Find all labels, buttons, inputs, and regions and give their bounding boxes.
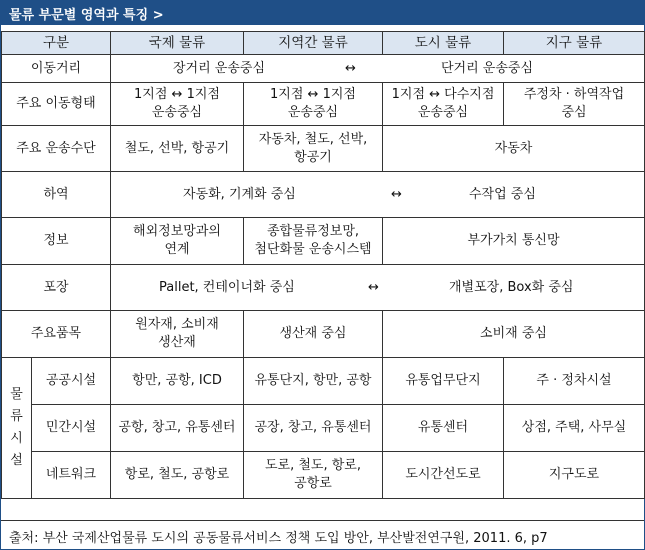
network-urban: 도시간선도로 <box>383 452 504 499</box>
movement-international: 1지점 ↔ 1지점 운송중심 <box>111 83 244 126</box>
double-arrow-icon: ↔ <box>391 186 402 202</box>
network-interregional: 도로, 철도, 항로, 공항로 <box>244 452 383 499</box>
logistics-table <box>1 31 645 499</box>
table-title: 물류 부문별 영역과 특징 > <box>9 8 164 23</box>
means-international: 철도, 선박, 항공기 <box>111 126 244 172</box>
public-international: 항만, 공항, ICD <box>111 358 244 405</box>
title-bar <box>1 1 644 25</box>
row-label-items: 주요품목 <box>2 311 111 358</box>
items-urban-district: 소비재 중심 <box>383 311 645 358</box>
private-urban: 유통센터 <box>383 405 504 452</box>
distance-right: 단거리 운송중심 <box>441 60 534 76</box>
row-label-public: 공공시설 <box>32 358 111 405</box>
table-row <box>2 452 645 499</box>
header-international: 국제 물류 <box>111 32 244 55</box>
packaging-cell <box>111 265 645 311</box>
header-interregional: 지역간 물류 <box>244 32 383 55</box>
header-category: 구분 <box>2 32 111 55</box>
table-row <box>2 311 645 358</box>
header-row <box>2 32 645 55</box>
private-interregional: 공장, 창고, 유통센터 <box>244 405 383 452</box>
table-row <box>2 405 645 452</box>
packaging-left: Pallet, 컨테이너화 중심 <box>159 279 295 295</box>
handling-right: 수작업 중심 <box>469 186 536 202</box>
network-international: 항로, 철도, 공항로 <box>111 452 244 499</box>
row-label-handling: 하역 <box>2 172 111 218</box>
public-urban: 유통업무단지 <box>383 358 504 405</box>
movement-interregional: 1지점 ↔ 1지점 운송중심 <box>244 83 383 126</box>
info-urban-district: 부가가치 통신망 <box>383 218 645 265</box>
network-district: 지구도로 <box>504 452 645 499</box>
double-arrow-icon: ↔ <box>345 60 356 76</box>
header-district: 지구 물류 <box>504 32 645 55</box>
movement-district: 주정차 · 하역작업 중심 <box>504 83 645 126</box>
handling-left: 자동화, 기계화 중심 <box>183 186 296 202</box>
private-district: 상점, 주택, 사무실 <box>504 405 645 452</box>
table-row <box>2 55 645 83</box>
handling-cell <box>111 172 645 218</box>
row-label-distance: 이동거리 <box>2 55 111 83</box>
table-row <box>2 83 645 126</box>
private-international: 공항, 창고, 유통센터 <box>111 405 244 452</box>
table-row <box>2 358 645 405</box>
row-label-packaging: 포장 <box>2 265 111 311</box>
header-urban: 도시 물류 <box>383 32 504 55</box>
table-row <box>2 126 645 172</box>
table-row <box>2 172 645 218</box>
info-international: 해외정보망과의 연계 <box>111 218 244 265</box>
table-row <box>2 218 645 265</box>
public-interregional: 유통단지, 항만, 공항 <box>244 358 383 405</box>
public-district: 주 · 정차시설 <box>504 358 645 405</box>
distance-left: 장거리 운송중심 <box>173 60 266 76</box>
table-row <box>2 265 645 311</box>
means-interregional: 자동차, 철도, 선박, 항공기 <box>244 126 383 172</box>
items-international: 원자재, 소비재 생산재 <box>111 311 244 358</box>
row-label-private: 민간시설 <box>32 405 111 452</box>
info-interregional: 종합물류정보망, 첨단화물 운송시스템 <box>244 218 383 265</box>
row-label-info: 정보 <box>2 218 111 265</box>
row-label-means: 주요 운송수단 <box>2 126 111 172</box>
double-arrow-icon: ↔ <box>368 279 379 295</box>
row-label-movement: 주요 이동형태 <box>2 83 111 126</box>
means-urban-district: 자동차 <box>383 126 645 172</box>
row-label-network: 네트워크 <box>32 452 111 499</box>
chevron-right-icon: > <box>152 8 164 23</box>
facilities-group-label: 물 류 시 설 <box>2 358 32 499</box>
items-interregional: 생산재 중심 <box>244 311 383 358</box>
source-note: 출처: 부산 국제산업물류 도시의 공동물류서비스 정책 도입 방안, 부산발전연구원, 2011. 6, p7 <box>9 531 548 546</box>
packaging-right: 개별포장, Box화 중심 <box>449 279 574 295</box>
distance-cell <box>111 55 645 83</box>
movement-urban: 1지점 ↔ 다수지점 운송중심 <box>383 83 504 126</box>
source-footer <box>1 520 644 550</box>
